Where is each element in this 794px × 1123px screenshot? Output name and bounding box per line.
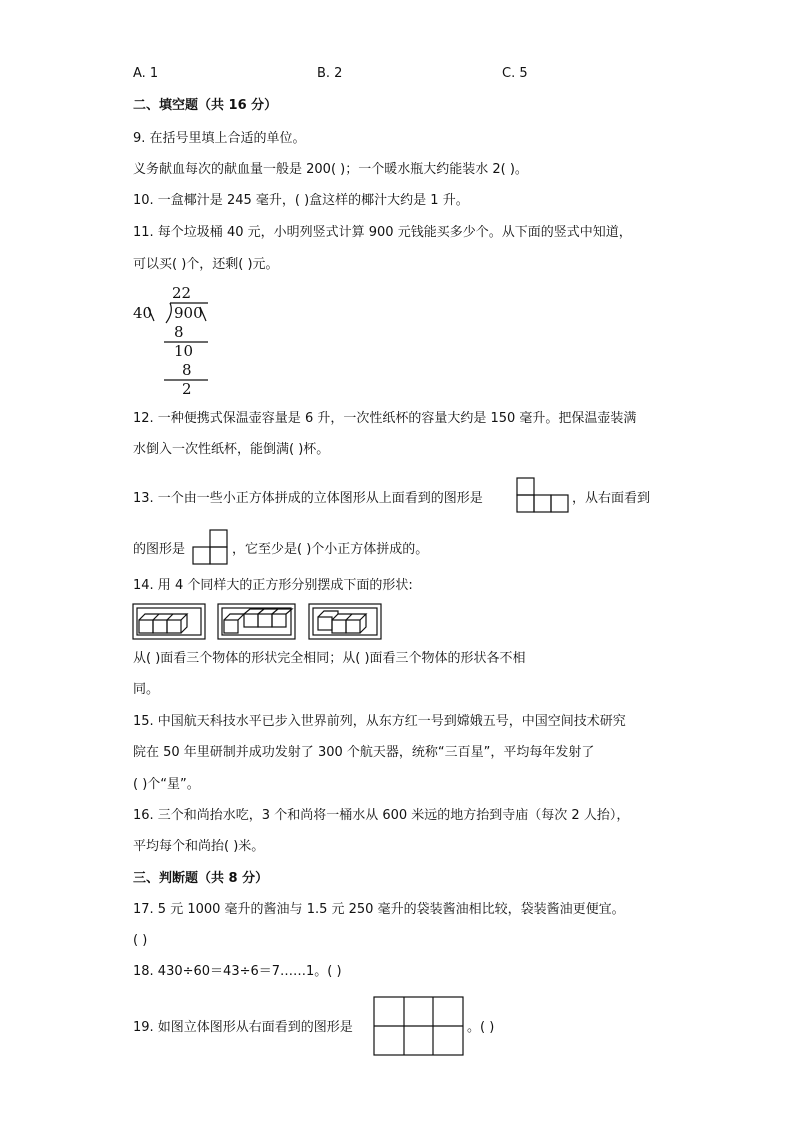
division-dividend: 900 <box>174 304 203 322</box>
division-step-2: 10 <box>174 342 194 360</box>
question-15-line1: 15. 中国航天科技水平已步入世界前列，从东方红一号到嫦娥五号，中国空间技术研究 <box>133 714 626 729</box>
question-18-text: 18. 430÷60＝43÷6＝7……1。( ) <box>133 964 342 979</box>
question-15-line2: 院在 50 年里研制并成功发射了 300 个航天器，统称“三百星”，平均每年发射了 <box>133 745 595 760</box>
right-view-grid-figure <box>373 996 465 1057</box>
question-12-line2: 水倒入一次性纸杯，能倒满( )杯。 <box>133 442 330 457</box>
right-view-figure <box>192 529 230 567</box>
question-9-line2: 义务献血每次的献血量一般是 200( )；一个暖水瓶大约能装水 2( )。 <box>133 162 528 177</box>
top-view-figure <box>516 477 570 513</box>
option-b: B. 2 <box>317 66 343 81</box>
question-11-line1: 11. 每个垃圾桶 40 元，小明列竖式计算 900 元钱能买多少个。从下面的竖式中知道， <box>133 225 632 240</box>
division-step-1: 8 <box>174 323 184 341</box>
question-13-line1a: 13. 一个由一些小正方体拼成的立体图形从上面看到的图形是 <box>133 491 483 506</box>
division-quotient: 22 <box>172 284 192 302</box>
division-remainder: 2 <box>182 380 192 398</box>
question-15-line3: ( )个“星”。 <box>133 777 200 792</box>
option-c: C. 5 <box>502 66 528 81</box>
question-13-line2b: ，它至少是( )个小正方体拼成的。 <box>232 542 429 557</box>
question-17-line2: ( ) <box>133 933 148 948</box>
question-11-line2: 可以买( )个，还剩( )元。 <box>133 257 279 272</box>
option-a: A. 1 <box>133 66 159 81</box>
question-16-line2: 平均每个和尚抬( )米。 <box>133 839 265 854</box>
question-12-line1: 12. 一种便携式保温壶容量是 6 升，一次性纸杯的容量大约是 150 毫升。把保温壶装满 <box>133 411 637 426</box>
question-10-text: 10. 一盒椰汁是 245 毫升，( )盒这样的椰汁大约是 1 升。 <box>133 193 469 208</box>
question-13-line1b: ，从右面看到 <box>572 491 651 506</box>
question-14-line1: 14. 用 4 个同样大的正方形分别摆成下面的形状: <box>133 578 413 593</box>
question-14-line3: 同。 <box>133 682 160 697</box>
section-title-fill-blank: 二、填空题（共 16 分） <box>133 98 278 113</box>
question-17-line1: 17. 5 元 1000 毫升的酱油与 1.5 元 250 毫升的袋装酱油相比较，袋装酱油更便宜。 <box>133 902 625 917</box>
shape-figure-3 <box>308 603 383 641</box>
division-divisor: 40 <box>133 304 153 322</box>
shape-figure-1 <box>132 603 207 641</box>
question-9-text: 9. 在括号里填上合适的单位。 <box>133 131 306 146</box>
question-19-text-b: 。( ) <box>467 1020 495 1035</box>
shape-figure-2 <box>217 603 297 641</box>
question-13-line2a: 的图形是 <box>133 542 186 557</box>
section-title-true-false: 三、判断题（共 8 分） <box>133 871 269 886</box>
division-bracket <box>166 303 171 323</box>
division-step-3: 8 <box>182 361 192 379</box>
question-16-line1: 16. 三个和尚抬水吃，3 个和尚将一桶水从 600 米远的地方抬到寺庙（每次 2 人抬）， <box>133 808 630 823</box>
long-division-figure <box>130 283 220 398</box>
question-19-text-a: 19. 如图立体图形从右面看到的图形是 <box>133 1020 353 1035</box>
question-14-line2: 从( )面看三个物体的形状完全相同；从( )面看三个物体的形状各不相 <box>133 651 526 666</box>
